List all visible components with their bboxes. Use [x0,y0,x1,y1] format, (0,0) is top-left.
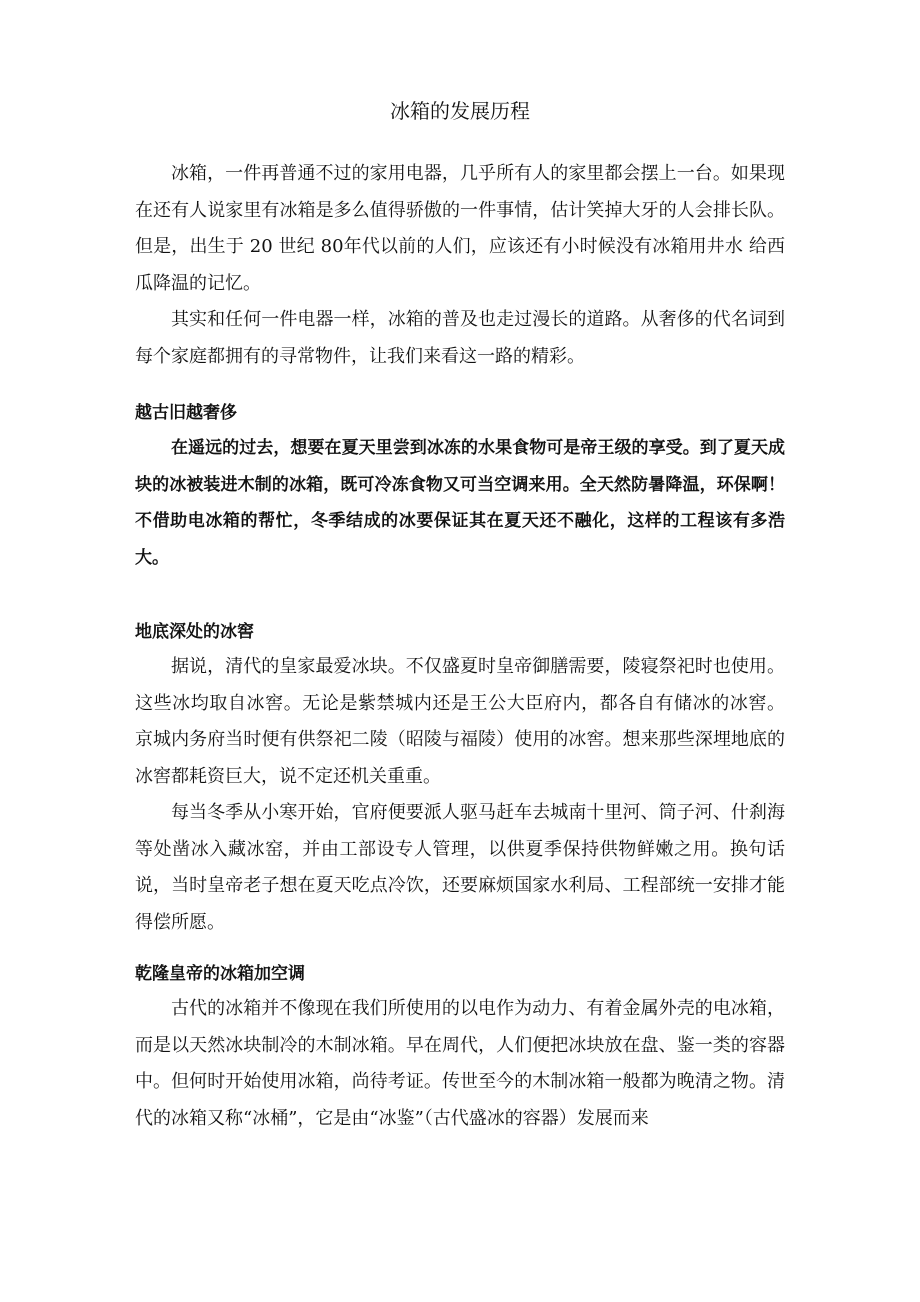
section-heading-3: 乾隆皇帝的冰箱加空调 [135,964,305,984]
section-heading-1: 越古旧越奢侈 [135,403,237,423]
section-1-paragraph-1: 在遥远的过去，想要在夏天里尝到冰冻的水果食物可是帝王级的享受。到了夏天成块的冰被装进木制的冰箱，既可冷冻食物又可当空调来用。全天然防暑降温，环保啊！不借助电冰箱的帮忙，冬季结成的冰要保证其在夏天还不融化，这样的工程该有多浩大。 [135,438,785,568]
section-2-paragraph-2: 每当冬季从小寒开始，官府便要派人驱马赶车去城南十里河、筒子河、什刹海等处凿冰入藏冰窑，并由工部设专人管理，以供夏季保持供物鲜嫩之用。换句话说，当时皇帝老子想在夏天吃点冷饮，还要麻烦国家水利局、工程部统一安排才能得偿所愿。 [135,802,785,933]
section-2-paragraph-1: 据说，清代的皇家最爱冰块。不仅盛夏时皇帝御膳需要，陵寝祭祀时也使用。 这些冰均取自冰窖。无论是紫禁城内还是王公大臣府内，都各自有储冰的冰窖。 京城内务府当时便有供祭祀二陵（昭陵与福陵）使用的冰窖。想来那些深埋地底的 冰窖都耗资巨大，说不定还机关重重。 [135,656,785,787]
section-heading-2: 地底深处的冰窖 [135,622,254,642]
section-3-paragraph-1: 古代的冰箱并不像现在我们所使用的以电作为动力、有着金属外壳的电冰箱，而是以天然冰块制冷的木制冰箱。早在周代，人们便把冰块放在盘、鉴一类的容器中。但何时开始使用冰箱，尚待考证。传世至今的木制冰箱一般都为晚清之物。清代的冰箱又称“冰桶”，它是由“冰鉴”（古代盛冰的容器）发展而来 [135,998,785,1129]
intro-paragraph-2: 其实和任何一件电器一样，冰箱的普及也走过漫长的道路。从奢侈的代名词到每个家庭都拥有的寻常物件，让我们来看这一路的精彩。 [135,309,785,367]
document-title: 冰箱的发展历程 [390,99,530,123]
intro-paragraph-1: 冰箱，一件再普通不过的家用电器，几乎所有人的家里都会摆上一台。如果现在还有人说家里有冰箱是多么值得骄傲的一件事情，估计笑掉大牙的人会排长队。但是，出生于 20 世纪 80年代以前的人们，应该还有小时候没有冰箱用井水 给西瓜降温的记忆。 [135,163,785,294]
